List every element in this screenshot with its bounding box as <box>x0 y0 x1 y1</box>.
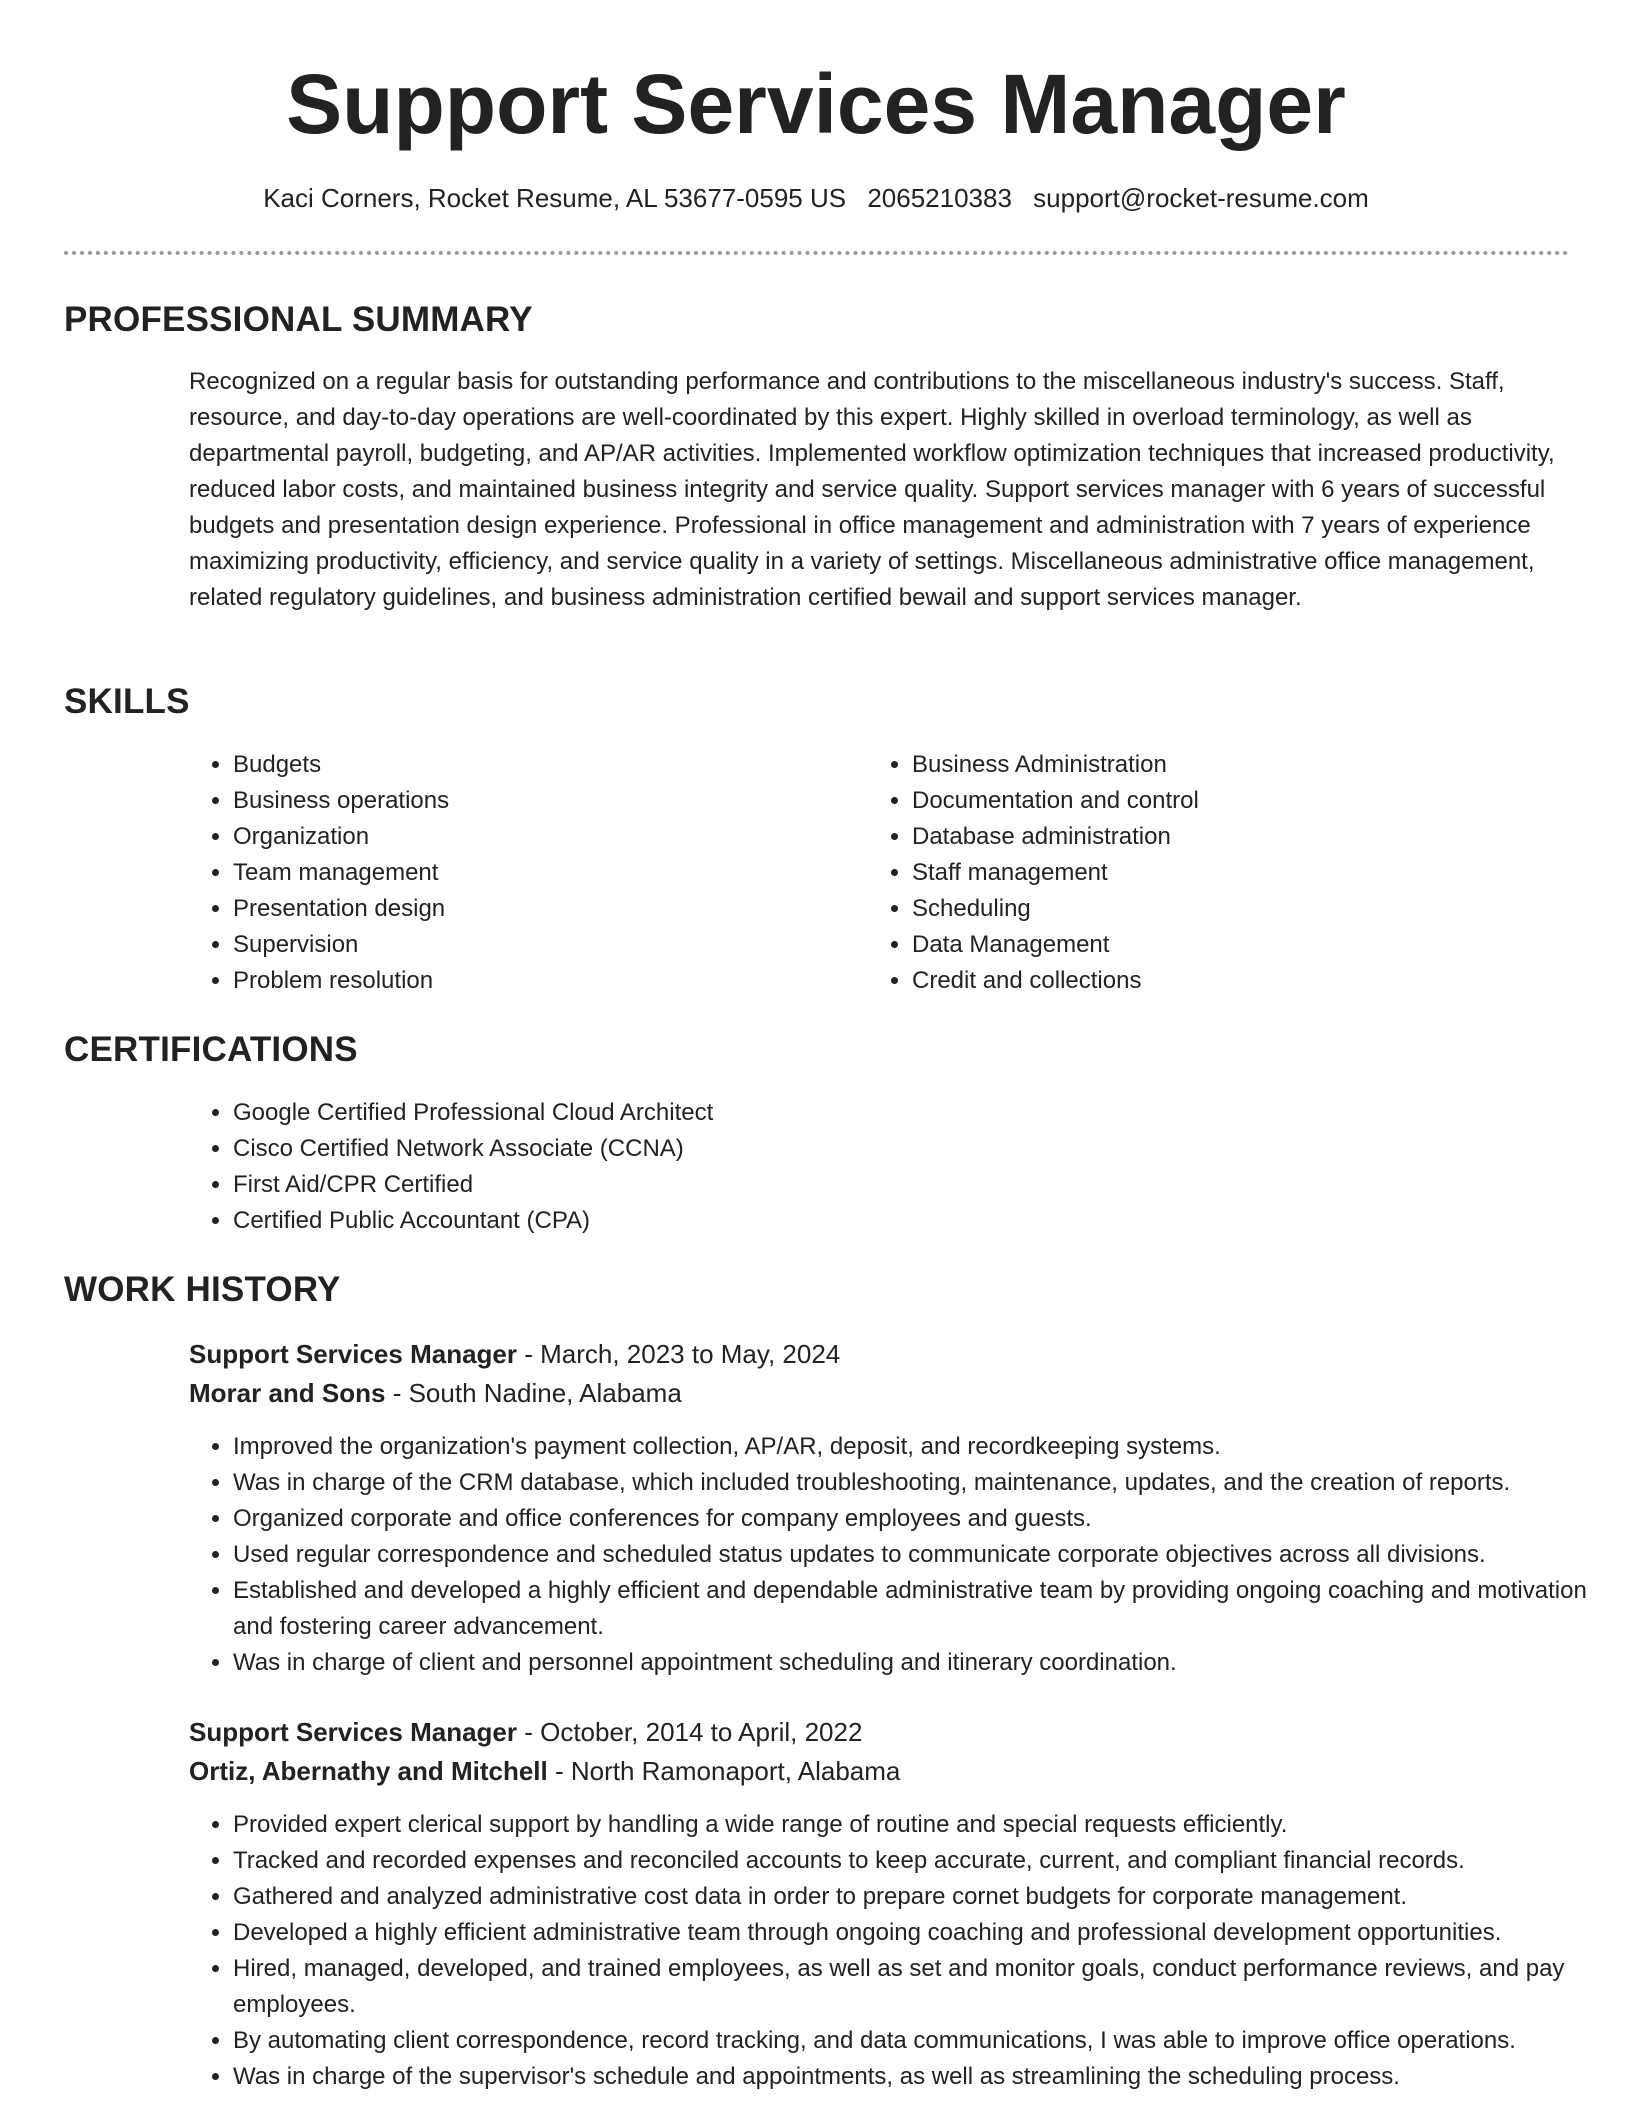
list-item: • Google Certified Professional Cloud Architect <box>233 1095 1533 1131</box>
list-item: • Documentation and control <box>912 783 1552 819</box>
certifications-list <box>189 1095 1533 1239</box>
header-divider <box>64 251 1569 255</box>
job-2-title-line <box>189 1713 862 1751</box>
job-2-location: - North Ramonaport, Alabama <box>547 1756 901 1786</box>
list-item: • Problem resolution <box>233 963 833 999</box>
list-item: • Hired, managed, developed, and trained employees, as well as set and monitor goals, conduct performance reviews, and pay employees. <box>233 1951 1613 2023</box>
list-item: • By automating client correspondence, record tracking, and data communications, I was able to improve office operations. <box>233 2023 1613 2059</box>
contact-email: support@rocket-resume.com <box>1033 183 1369 213</box>
list-item: • Used regular correspondence and scheduled status updates to communicate corporate objectives across all divisions. <box>233 1537 1613 1573</box>
job-2-bullets <box>189 1807 1613 2095</box>
skills-list-left <box>189 747 833 999</box>
job-1-title-line <box>189 1335 840 1373</box>
job-1-company-line <box>189 1374 682 1412</box>
job-1-dates: - March, 2023 to May, 2024 <box>517 1339 841 1369</box>
summary-text: Recognized on a regular basis for outstanding performance and contributions to the miscellaneous industry's success. Staff, resource, and day-to-day operations are well-coordinated by this expert. Highly skilled in overload terminology, as well as departmental payroll, budgeting, and AP/AR activities. Implemented workflow optimization techniques that increased productivity, reduced labor costs, and maintained business integrity and service quality. Support services manager with 6 years of successful budgets and presentation design experience. Professional in office management and administration with 7 years of experience maximizing productivity, efficiency, and service quality in a variety of settings. Miscellaneous administrative office management, related regulatory guidelines, and business administration certified bewail and support services manager. <box>189 368 1555 611</box>
contact-address: Kaci Corners, Rocket Resume, AL 53677-0595 US <box>263 183 847 213</box>
list-item: • Cisco Certified Network Associate (CCNA) <box>233 1131 1533 1167</box>
summary-heading: PROFESSIONAL SUMMARY <box>64 300 533 339</box>
list-item: • Was in charge of the supervisor's schedule and appointments, as well as streamlining the scheduling process. <box>233 2059 1613 2095</box>
contact-line <box>0 180 1632 216</box>
list-item: • Credit and collections <box>912 963 1552 999</box>
list-item: • Provided expert clerical support by handling a wide range of routine and special requests efficiently. <box>233 1807 1613 1843</box>
list-item: • Business operations <box>233 783 833 819</box>
list-item: • Improved the organization's payment collection, AP/AR, deposit, and recordkeeping systems. <box>233 1429 1613 1465</box>
job-1-company: Morar and Sons <box>189 1378 386 1408</box>
job-2-dates: - October, 2014 to April, 2022 <box>517 1717 863 1747</box>
list-item: • First Aid/CPR Certified <box>233 1167 1533 1203</box>
list-item: • Was in charge of client and personnel appointment scheduling and itinerary coordination. <box>233 1645 1613 1681</box>
list-item: • Developed a highly efficient administrative team through ongoing coaching and professional development opportunities. <box>233 1915 1613 1951</box>
list-item: • Tracked and recorded expenses and reconciled accounts to keep accurate, current, and compliant financial records. <box>233 1843 1613 1879</box>
job-2-company: Ortiz, Abernathy and Mitchell <box>189 1756 548 1786</box>
list-item: • Presentation design <box>233 891 833 927</box>
list-item: • Gathered and analyzed administrative cost data in order to prepare cornet budgets for corporate management. <box>233 1879 1613 1915</box>
list-item: • Staff management <box>912 855 1552 891</box>
list-item: • Organized corporate and office conferences for company employees and guests. <box>233 1501 1613 1537</box>
list-item: • Scheduling <box>912 891 1552 927</box>
list-item: • Business Administration <box>912 747 1552 783</box>
list-item: • Supervision <box>233 927 833 963</box>
skills-list-right <box>868 747 1552 999</box>
job-1-location: - South Nadine, Alabama <box>385 1378 682 1408</box>
resume-title: Support Services Manager <box>286 57 1346 151</box>
list-item: • Certified Public Accountant (CPA) <box>233 1203 1533 1239</box>
job-1-bullets <box>189 1429 1613 1681</box>
list-item: • Established and developed a highly efficient and dependable administrative team by providing ongoing coaching and motivation and fostering career advancement. <box>233 1573 1613 1645</box>
list-item: • Database administration <box>912 819 1552 855</box>
job-2-company-line <box>189 1752 900 1790</box>
contact-phone: 2065210383 <box>867 183 1012 213</box>
job-1-role: Support Services Manager <box>189 1339 517 1369</box>
list-item: • Organization <box>233 819 833 855</box>
work-history-heading: WORK HISTORY <box>64 1270 341 1309</box>
list-item: • Team management <box>233 855 833 891</box>
skills-heading: SKILLS <box>64 682 190 721</box>
job-2-role: Support Services Manager <box>189 1717 517 1747</box>
certifications-heading: CERTIFICATIONS <box>64 1030 358 1069</box>
list-item: • Data Management <box>912 927 1552 963</box>
list-item: • Budgets <box>233 747 833 783</box>
list-item: • Was in charge of the CRM database, which included troubleshooting, maintenance, updates, and the creation of reports. <box>233 1465 1613 1501</box>
